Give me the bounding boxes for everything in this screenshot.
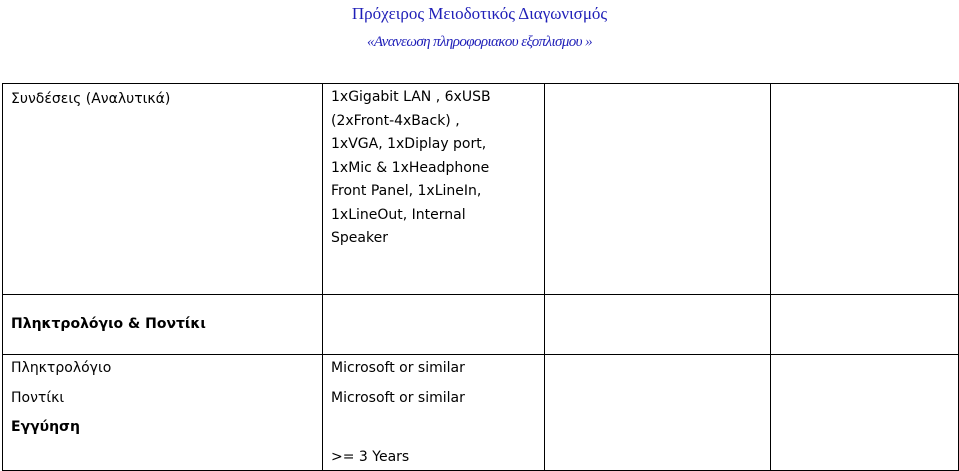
table-row-connections	[3, 84, 959, 295]
connections-value-line: 1xGigabit LAN , 6xUSB	[331, 89, 491, 105]
connections-value-line: 1xLineOut, Internal	[331, 206, 466, 223]
connections-label: Συνδέσεις (Αναλυτικά)	[11, 91, 171, 107]
specification-table	[2, 83, 959, 471]
table-row-details	[3, 355, 959, 471]
connections-empty-cell	[771, 84, 959, 295]
keyboard-mouse-section-label: Πληκτρολόγιο & Ποντίκι	[11, 315, 206, 332]
keyboard-label: Πληκτρολόγιο	[11, 360, 112, 376]
section-empty-cell	[323, 295, 545, 355]
document-subtitle: «Ανανεωση πληροφοριακου εξοπλισμου »	[367, 34, 592, 50]
details-empty-cell	[771, 355, 959, 471]
connections-value-line: Front Panel, 1xLineIn,	[331, 183, 482, 199]
document-title: Πρόχειρος Μειοδοτικός Διαγωνισμός	[351, 4, 608, 23]
keyboard-mouse-section-cell	[3, 295, 323, 355]
details-empty-cell	[545, 355, 771, 471]
connections-value-line: (2xFront-4xBack) ,	[331, 112, 460, 129]
warranty-label: Εγγύηση	[11, 419, 80, 435]
mouse-value: Microsoft or similar	[331, 389, 465, 406]
connections-value-line: Speaker	[331, 230, 388, 246]
connections-empty-cell	[545, 84, 771, 295]
connections-value-line: 1xVGA, 1xDiplay port,	[331, 136, 487, 152]
mouse-label: Ποντίκι	[11, 389, 65, 406]
connections-value-line: 1xMic & 1xHeadphone	[331, 159, 490, 176]
section-empty-cell	[545, 295, 771, 355]
details-value-cell	[323, 355, 545, 471]
section-empty-cell	[771, 295, 959, 355]
details-label-cell	[3, 355, 323, 471]
connections-value-cell	[323, 84, 545, 295]
keyboard-value: Microsoft or similar	[331, 360, 465, 376]
table-row-keyboard-mouse-section	[3, 295, 959, 355]
connections-label-cell	[3, 84, 323, 295]
warranty-value: >= 3 Years	[331, 449, 410, 465]
